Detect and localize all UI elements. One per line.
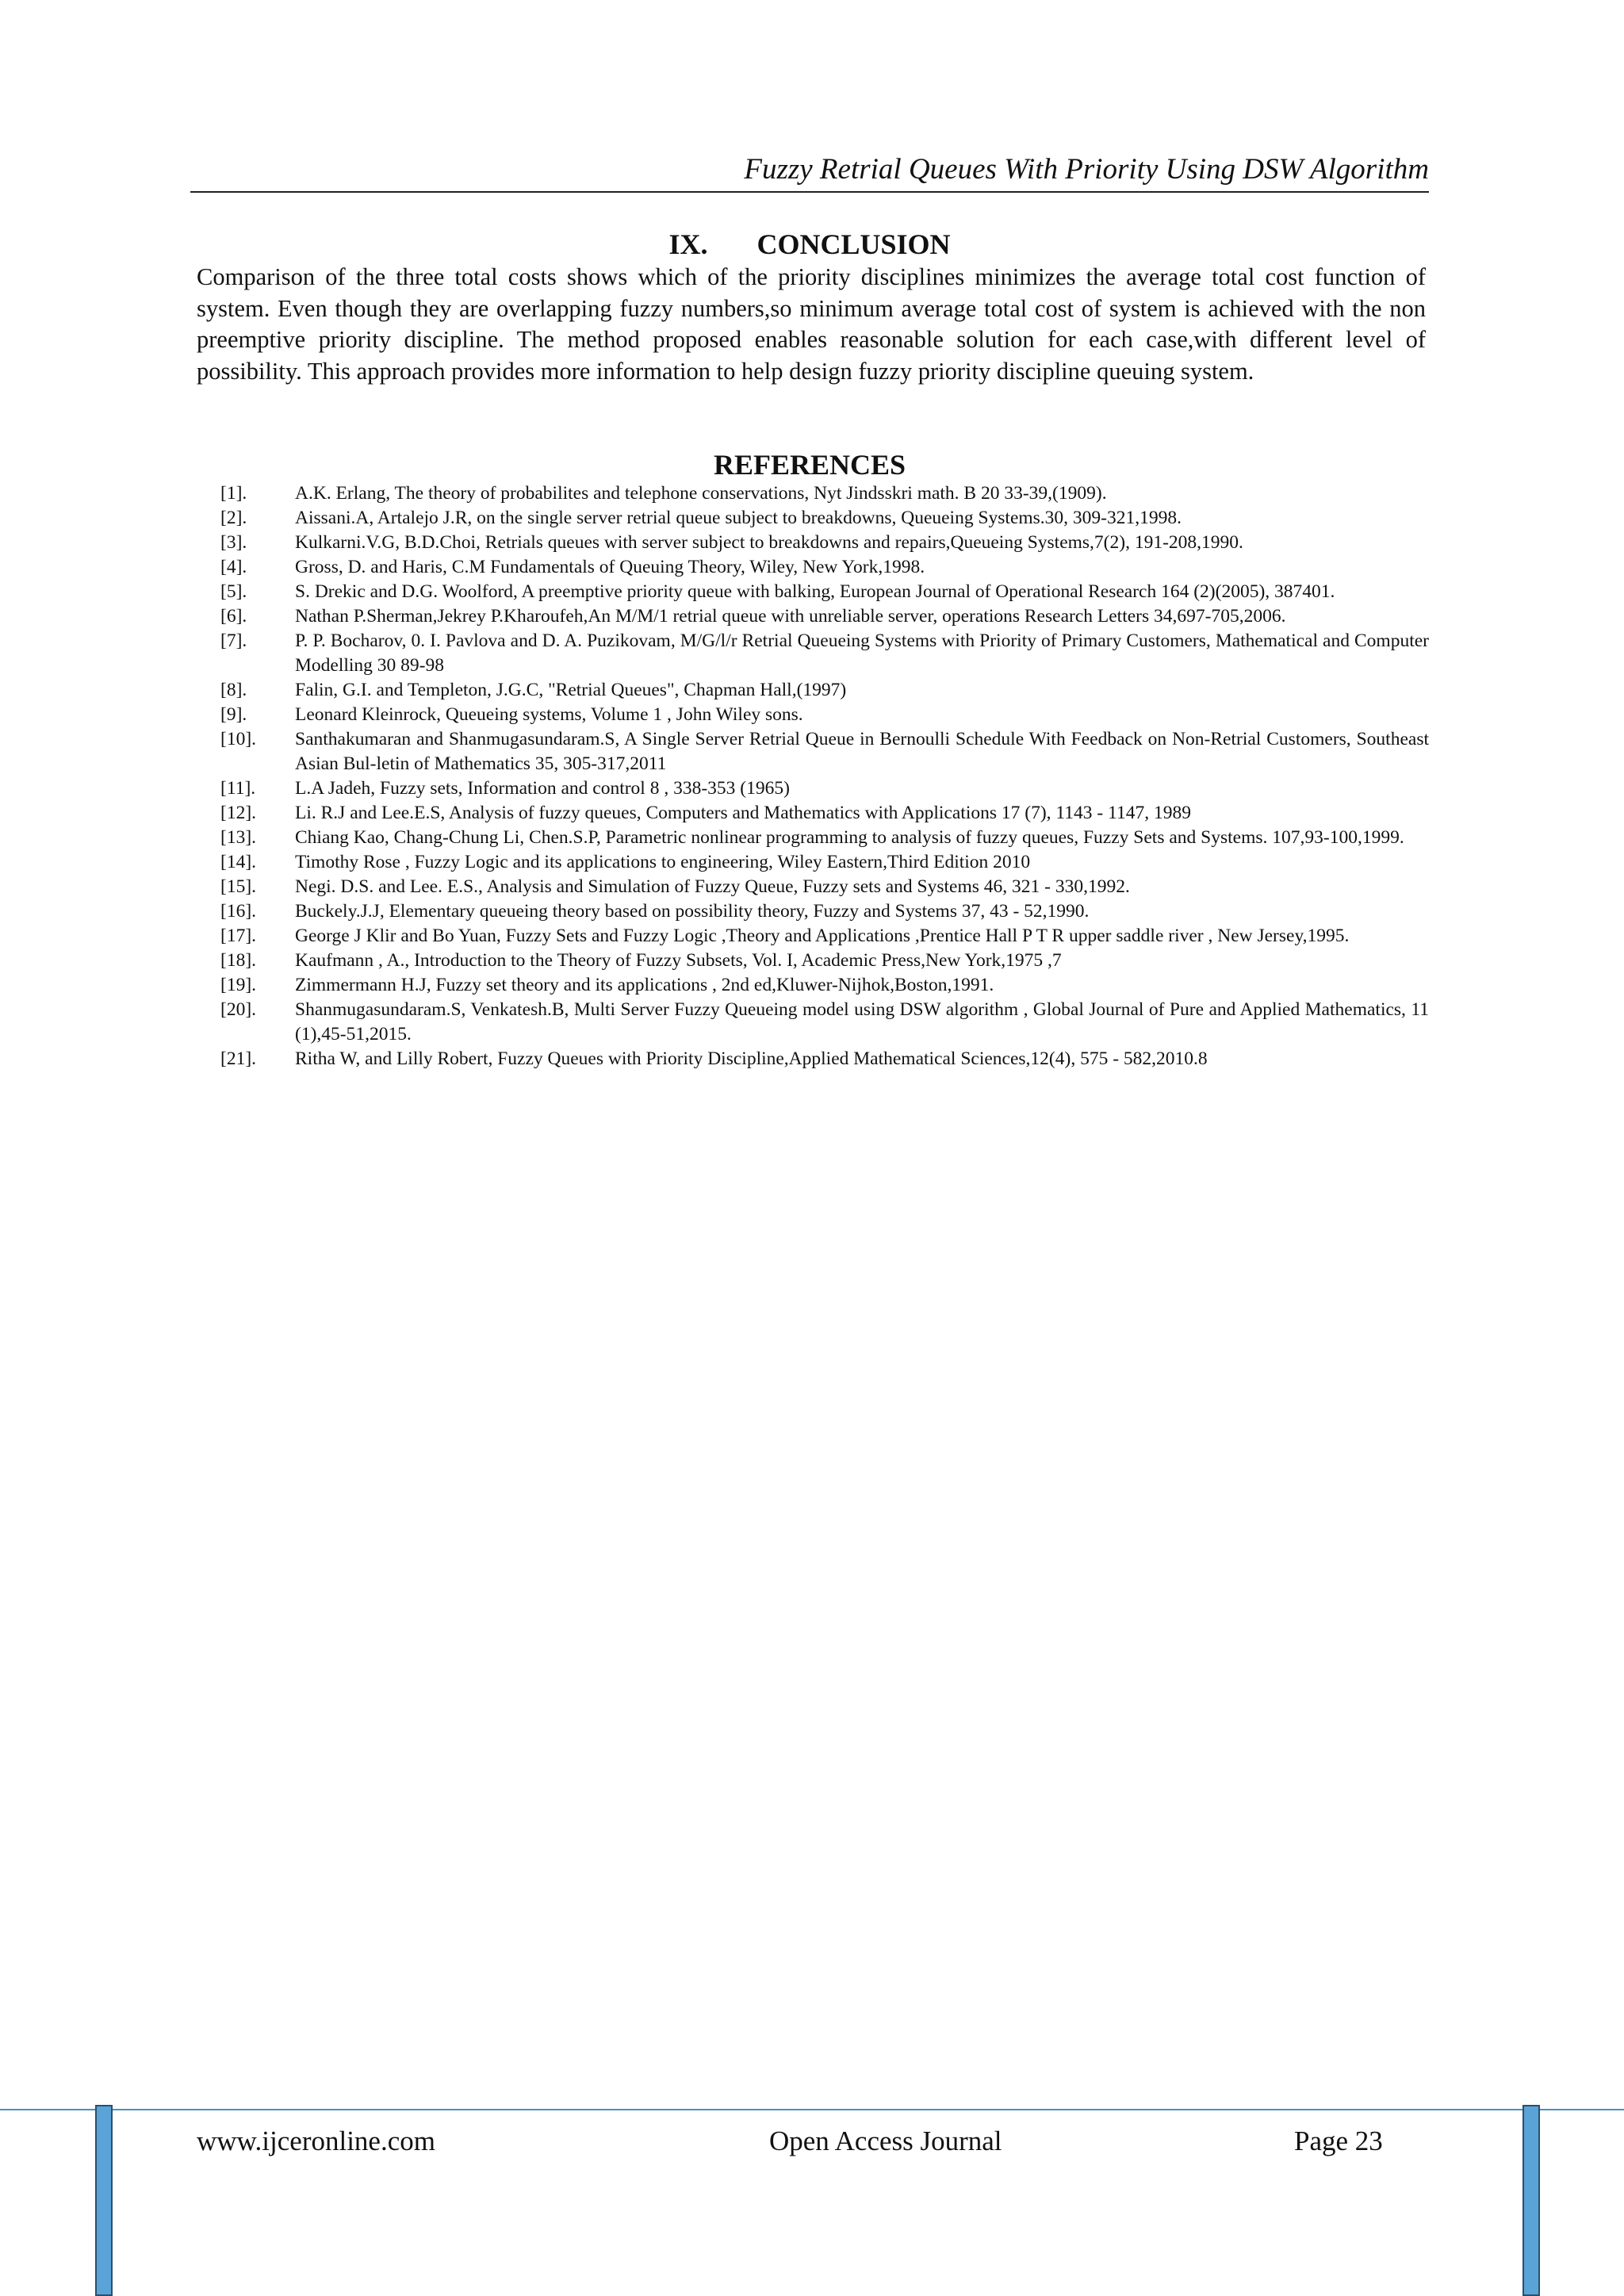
reference-item bbox=[197, 678, 1429, 703]
reference-number: [20]. bbox=[220, 999, 257, 1020]
reference-text: Buckely.J.J, Elementary queueing theory based on possibility theory, Fuzzy and Systems 37, 43 - 52,1990. bbox=[295, 901, 1090, 922]
reference-text: Leonard Kleinrock, Queueing systems, Volume 1 , John Wiley sons. bbox=[295, 704, 803, 725]
reference-text: Chiang Kao, Chang-Chung Li, Chen.S.P, Parametric nonlinear programming to analysis of fuzzy queues, Fuzzy Sets and Systems. 107,93-100,1999. bbox=[295, 827, 1404, 848]
reference-item bbox=[197, 727, 1429, 776]
reference-text: Nathan P.Sherman,Jekrey P.Kharoufeh,An M/M/1 retrial queue with unreliable server, operations Research Letters 34,697-705,2006. bbox=[295, 606, 1286, 627]
reference-text: Negi. D.S. and Lee. E.S., Analysis and Simulation of Fuzzy Queue, Fuzzy sets and Systems 46, 321 - 330,1992. bbox=[295, 876, 1130, 897]
reference-text: L.A Jadeh, Fuzzy sets, Information and control 8 , 338-353 (1965) bbox=[295, 778, 790, 799]
reference-list bbox=[197, 481, 1429, 1071]
reference-number: [9]. bbox=[220, 704, 247, 725]
reference-item bbox=[197, 703, 1429, 727]
running-header: Fuzzy Retrial Queues With Priority Using DSW Algorithm bbox=[744, 153, 1429, 186]
reference-text: Aissani.A, Artalejo J.R, on the single server retrial queue subject to breakdowns, Queueing Systems.30, 309-321,1998. bbox=[295, 508, 1182, 528]
reference-number: [18]. bbox=[220, 950, 257, 971]
reference-item bbox=[197, 580, 1429, 604]
reference-number: [14]. bbox=[220, 852, 257, 872]
reference-number: [15]. bbox=[220, 876, 257, 897]
footer-page-number: Page 23 bbox=[1294, 2125, 1383, 2156]
reference-item bbox=[197, 801, 1429, 826]
reference-item bbox=[197, 924, 1429, 949]
reference-text: Shanmugasundaram.S, Venkatesh.B, Multi Server Fuzzy Queueing model using DSW algorithm , Global Journal of Pure and Applied Mathematics, 11 (1),45-51,2015. bbox=[295, 999, 1429, 1045]
reference-item bbox=[197, 899, 1429, 924]
reference-number: [19]. bbox=[220, 975, 257, 995]
reference-text: Kulkarni.V.G, B.D.Choi, Retrials queues with server subject to breakdowns and repairs,Queueing Systems,7(2), 191-208,1990. bbox=[295, 532, 1243, 553]
reference-item bbox=[197, 506, 1429, 531]
reference-text: Falin, G.I. and Templeton, J.G.C, "Retrial Queues", Chapman Hall,(1997) bbox=[295, 680, 847, 700]
reference-text: Ritha W, and Lilly Robert, Fuzzy Queues with Priority Discipline,Applied Mathematical Sciences,12(4), 575 - 582,2010.8 bbox=[295, 1048, 1208, 1069]
reference-number: [11]. bbox=[220, 778, 256, 799]
reference-text: A.K. Erlang, The theory of probabilites and telephone conservations, Nyt Jindsskri math. B 20 33-39,(1909). bbox=[295, 483, 1107, 504]
reference-item bbox=[197, 555, 1429, 580]
reference-number: [12]. bbox=[220, 803, 257, 823]
reference-number: [21]. bbox=[220, 1048, 257, 1069]
reference-text: George J Klir and Bo Yuan, Fuzzy Sets and Fuzzy Logic ,Theory and Applications ,Prentice Hall P T R upper saddle river , New Jersey,1995. bbox=[295, 926, 1350, 946]
conclusion-heading bbox=[190, 227, 1429, 262]
reference-text: Kaufmann , A., Introduction to the Theory of Fuzzy Subsets, Vol. I, Academic Press,New York,1975 ,7 bbox=[295, 950, 1062, 971]
footer-journal: Open Access Journal bbox=[769, 2125, 1002, 2156]
reference-item bbox=[197, 481, 1429, 506]
footer-divider bbox=[0, 2109, 1624, 2110]
reference-item bbox=[197, 629, 1429, 678]
reference-number: [13]. bbox=[220, 827, 257, 848]
reference-item bbox=[197, 850, 1429, 875]
reference-item bbox=[197, 1047, 1429, 1071]
reference-text: S. Drekic and D.G. Woolford, A preemptive priority queue with balking, European Journal of Operational Research 164 (2)(2005), 387401. bbox=[295, 581, 1335, 602]
reference-number: [8]. bbox=[220, 680, 247, 700]
reference-number: [3]. bbox=[220, 532, 247, 553]
reference-text: Gross, D. and Haris, C.M Fundamentals of Queuing Theory, Wiley, New York,1998. bbox=[295, 557, 925, 577]
section-title: CONCLUSION bbox=[756, 228, 951, 260]
reference-text: Zimmermann H.J, Fuzzy set theory and its applications , 2nd ed,Kluwer-Nijhok,Boston,1991. bbox=[295, 975, 994, 995]
reference-item bbox=[197, 826, 1429, 850]
reference-item bbox=[197, 875, 1429, 899]
reference-item bbox=[197, 776, 1429, 801]
reference-item bbox=[197, 531, 1429, 555]
reference-number: [7]. bbox=[220, 631, 247, 651]
reference-number: [10]. bbox=[220, 729, 257, 749]
references-heading: REFERENCES bbox=[713, 449, 906, 481]
footer-left-bar bbox=[95, 2105, 113, 2296]
reference-number: [4]. bbox=[220, 557, 247, 577]
reference-text: Santhakumaran and Shanmugasundaram.S, A Single Server Retrial Queue in Bernoulli Schedule With Feedback on Non-Retrial Customers, Southeast Asian Bul-letin of Mathematics 35, 305-317,2011 bbox=[295, 729, 1429, 774]
reference-number: [1]. bbox=[220, 483, 247, 504]
reference-number: [2]. bbox=[220, 508, 247, 528]
reference-item bbox=[197, 998, 1429, 1047]
footer-right-bar bbox=[1522, 2105, 1540, 2296]
reference-item bbox=[197, 949, 1429, 973]
footer-website: www.ijceronline.com bbox=[197, 2125, 435, 2156]
reference-text: Li. R.J and Lee.E.S, Analysis of fuzzy queues, Computers and Mathematics with Applications 17 (7), 1143 - 1147, 1989 bbox=[295, 803, 1191, 823]
reference-number: [17]. bbox=[220, 926, 257, 946]
reference-number: [6]. bbox=[220, 606, 247, 627]
conclusion-paragraph: Comparison of the three total costs shows which of the priority disciplines minimizes the average total cost function of system. Even though they are overlapping fuzzy numbers,so minimum average total cost of system is achieved with the non preemptive priority discipline. The method proposed enables reasonable solution for each case,with different level of possibility. This approach provides more information to help design fuzzy priority discipline queuing system. bbox=[197, 263, 1426, 385]
reference-item bbox=[197, 604, 1429, 629]
section-number: IX. bbox=[668, 228, 708, 260]
reference-number: [16]. bbox=[220, 901, 257, 922]
header-divider bbox=[190, 191, 1429, 193]
reference-text: P. P. Bocharov, 0. I. Pavlova and D. A. Puzikovam, M/G/l/r Retrial Queueing Systems with Priority of Primary Customers, Mathematical and Computer Modelling 30 89-98 bbox=[295, 631, 1429, 676]
reference-item bbox=[197, 973, 1429, 998]
reference-text: Timothy Rose , Fuzzy Logic and its applications to engineering, Wiley Eastern,Third Edition 2010 bbox=[295, 852, 1031, 872]
reference-number: [5]. bbox=[220, 581, 247, 602]
